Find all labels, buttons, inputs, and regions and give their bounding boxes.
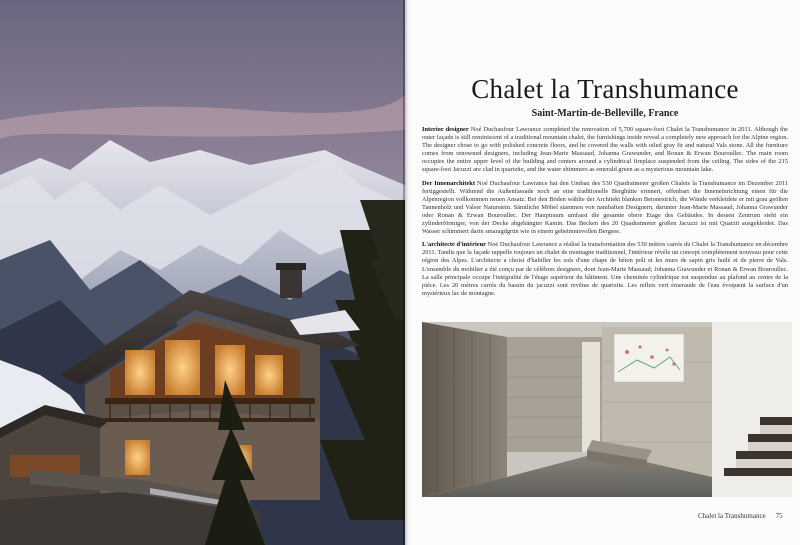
paragraph-german	[422, 180, 788, 237]
paragraph-text: Noé Duchaufour Lawrance hat den Umbau des 530 Quadratmeter großen Chalets la Transhumance im Dezember 2011 fertiggestellt. Während die Außenfassade noch an eine traditionelle Berghütte erinnert, offenbart die Inneneinrichtung einen für die Alpenregion vollkommen neuen Ansatz. Bei den Böden wählte der Architekt blanken Betonestrich, die Wände verkleidete er mit grau geölten Tannenholz und Valser Naturstein. Sämtliche Möbel stammen von namhaften Designern, darunter Jean-Marie Massaud, Johanna Grawunder oder Ronan & Erwan Bouroullec. Der Hauptraum umfasst die gesamte obere Etage des Gebäudes. In dessen Zentrum steht ein zylinderförmiger, von der Decke abgehängter Kamin. Das Becken des 20 Quadratmeter großen Jacuzzi ist mit Quarzit ausgekleidet. Das Wasser schimmert darin smaragdgrün wie in einem geheimnisvollen Bergsee.	[422, 179, 788, 236]
article-title: Chalet la Transhumance	[471, 74, 739, 104]
article-location: Saint-Martin-de-Belleville, France	[531, 108, 679, 119]
paragraph-text: Noé Duchaufour Lawrance a réalisé la transformation des 530 mètres carrés du Chalet la Transhumance en décembre 2011. Tandis que la façade rappelle toujours un chalet de montagne traditionnel, l'intérieur révèle un concept complètement nouveau pour cette région des Alpes. L'architecte a choisi d'habiller les sols d'une chape de béton poli et les murs de sapin gris huilé et de pierre de Vals. L'ensemble du mobilier a été conçu par de célèbres designers, dont Jean-Marie Massaud, Johanna Grawunder et Ronan & Erwan Bouroullec. La salle principale occupe l'intégralité de l'étage supérieur du bâtiment. Une cheminée cylindrique est suspendue au plafond au centre de la pièce. Les 20 mètres carrés du bassin du jacuzzi sont revêtus de quartzite. Les reflets vert émeraude de l'eau évoquent la surface d'un mystérieux lac de montagne.	[422, 241, 788, 297]
paragraph-lead: Interior designer	[422, 126, 469, 133]
paragraph-lead: L'architecte d'intérieur	[422, 241, 486, 249]
page-number: 75	[775, 512, 783, 520]
page-footer	[698, 512, 783, 520]
interior-photo	[422, 322, 792, 497]
article-body	[422, 126, 788, 303]
paragraph-french	[422, 241, 788, 298]
running-title: Chalet la Transhumance	[698, 512, 766, 520]
paragraph-text: Noé Duchaufour Lawrance completed the renovation of 5,700 square-foot Chalet la Transhumance in 2011. Although the outer façade is still reminiscent of a traditional mountain chalet, the furnishings inside reveal a completely new approach for the Alpine region. The designer chose to go with polished concrete floors, and he covered the walls with oiled gray fir and natural Vals stone. All the furniture comes from renowned designers, including Jean-Marie Massaud, Johanna Grawunder, and Ronan & Erwan Bouroullec. The main room occupies the entire upper level of the building and centers around a cylindrical fireplace suspended from the ceiling. The sides of the 215 square-foot Jacuzzi are clad in quartzite, and the water shimmers as emerald green as a mysterious mountain lake.	[422, 126, 788, 174]
paragraph-lead: Der Innenarchitekt	[422, 179, 475, 187]
article-page	[410, 0, 800, 545]
paragraph-english	[422, 126, 788, 175]
